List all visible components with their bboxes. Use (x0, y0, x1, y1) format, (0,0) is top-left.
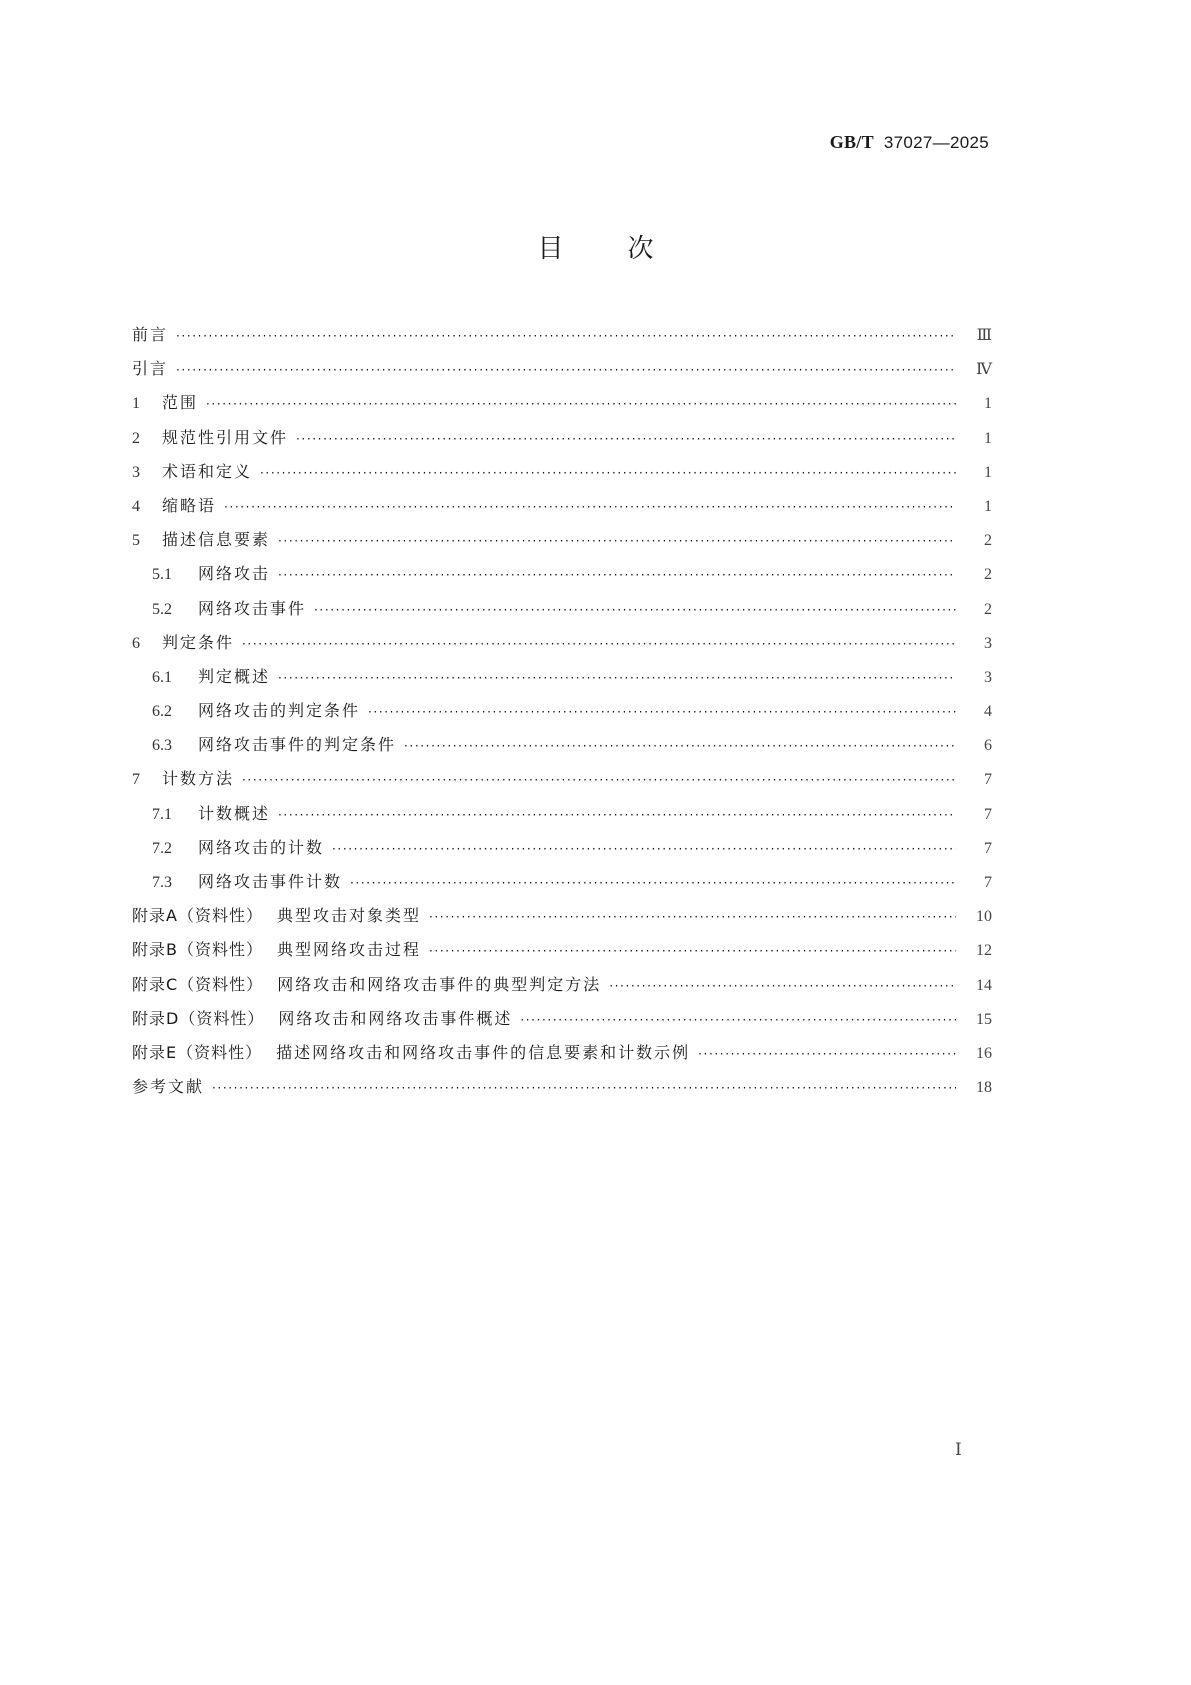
toc-page-number: 1 (984, 497, 992, 515)
toc-entry[interactable] (132, 523, 992, 557)
toc-entry-label: 范围 (162, 393, 199, 413)
dot-leader (260, 456, 956, 490)
toc-entry[interactable] (132, 831, 992, 865)
toc-section-number: 6 (132, 634, 140, 652)
toc-page-number: 1 (984, 463, 992, 481)
toc-entry[interactable] (132, 1002, 992, 1036)
toc-entry-label: 典型网络攻击过程 (276, 940, 421, 960)
toc-entry-label: 前言 (132, 325, 169, 344)
toc-entry-label: 网络攻击 (198, 564, 271, 584)
dot-leader (698, 1037, 956, 1071)
toc-entry[interactable] (132, 455, 992, 489)
toc-entry[interactable] (132, 762, 992, 796)
toc-page-number: Ⅳ (976, 361, 992, 379)
toc-entry[interactable] (132, 728, 992, 762)
toc-entry-label: 引言 (132, 359, 169, 379)
toc-entry-label: 网络攻击的判定条件 (198, 701, 361, 721)
toc-entry-label: 网络攻击事件 (198, 598, 307, 618)
toc-page-number: 7 (984, 874, 992, 891)
dot-leader (242, 763, 956, 797)
toc-entry-label: 描述网络攻击和网络攻击事件的信息要素和计数示例 (276, 1042, 691, 1062)
toc-entry[interactable] (132, 933, 992, 967)
toc-entry[interactable] (132, 352, 992, 386)
standard-number: 37027—2025 (883, 133, 989, 152)
toc-page-number: 3 (984, 668, 992, 686)
toc-page-number: 15 (976, 1010, 992, 1028)
toc-page-number: 12 (976, 942, 992, 960)
standard-header (830, 132, 989, 153)
toc-title: 目次 (537, 234, 718, 264)
toc-section-number: 1 (132, 395, 140, 413)
toc-section-number: 4 (132, 497, 140, 515)
toc-entry[interactable] (132, 318, 992, 352)
toc-page-number: Ⅲ (976, 327, 992, 344)
toc-section-number: 5 (132, 532, 140, 550)
toc-entry[interactable] (132, 797, 992, 831)
toc-section-number: 3 (132, 463, 140, 481)
dot-leader (224, 490, 956, 524)
dot-leader (206, 387, 956, 421)
toc-entry[interactable] (132, 1036, 992, 1070)
standard-prefix: GB/T (829, 132, 874, 152)
toc-page-number: 2 (984, 600, 992, 618)
toc-annex-prefix: 附录E（资料性） (132, 1042, 263, 1062)
dot-leader (520, 1003, 956, 1037)
dot-leader (242, 627, 956, 661)
toc-entry-label: 网络攻击和网络攻击事件概述 (278, 1008, 513, 1028)
toc-entry-label: 参考文献 (132, 1077, 205, 1097)
toc-section-number: 6.1 (152, 668, 172, 686)
toc-annex-prefix: 附录D（资料性） (132, 1008, 265, 1028)
toc-section-number: 6.2 (152, 703, 172, 721)
toc-page-number: 1 (984, 395, 992, 413)
toc-entry-label: 网络攻击事件的判定条件 (198, 735, 397, 755)
toc-entry[interactable] (132, 968, 992, 1002)
toc-page-number: 14 (976, 976, 992, 994)
toc-page-number: 7 (984, 805, 992, 823)
dot-leader (368, 695, 956, 729)
dot-leader (404, 729, 956, 763)
toc-entry[interactable] (132, 592, 992, 626)
dot-leader (429, 934, 956, 968)
dot-leader (212, 1071, 956, 1105)
dot-leader (296, 422, 956, 456)
page-number: Ⅰ (955, 1440, 962, 1459)
toc-section-number: 6.3 (152, 737, 172, 755)
toc-section-number: 5.1 (152, 566, 172, 584)
toc-annex-prefix: 附录A（资料性） (132, 906, 263, 926)
toc-entry[interactable] (132, 1070, 992, 1104)
toc-page-number: 4 (984, 703, 992, 721)
toc-entry[interactable] (132, 421, 992, 455)
toc-page-number: 16 (976, 1044, 992, 1062)
dot-leader (278, 524, 956, 558)
dot-leader (278, 661, 956, 695)
toc-entry-label: 描述信息要素 (162, 530, 271, 550)
toc-entry[interactable] (132, 865, 992, 899)
toc-entry[interactable] (132, 557, 992, 591)
toc-entry[interactable] (132, 660, 992, 694)
toc-entry-label: 计数方法 (162, 769, 235, 789)
toc-page-number: 6 (984, 737, 992, 755)
dot-leader (278, 558, 956, 592)
toc-annex-prefix: 附录C（资料性） (132, 974, 264, 994)
dot-leader (314, 593, 956, 627)
toc-entry[interactable] (132, 386, 992, 420)
toc-section-number: 7.2 (152, 839, 172, 857)
dot-leader (429, 900, 956, 934)
toc-entry[interactable] (132, 626, 992, 660)
toc-entry-label: 判定概述 (198, 666, 271, 686)
toc-section-number: 7.1 (152, 805, 172, 823)
toc-section-number: 7 (132, 771, 140, 789)
toc-section-number: 5.2 (152, 600, 172, 618)
toc-entry-label: 判定条件 (162, 632, 235, 652)
dot-leader (278, 798, 956, 832)
toc-page-number: 2 (984, 532, 992, 550)
toc-entry-label: 计数概述 (198, 803, 271, 823)
toc-section-number: 2 (132, 429, 140, 447)
toc-entry[interactable] (132, 489, 992, 523)
toc-entry-label: 网络攻击事件计数 (198, 872, 343, 891)
toc-entry-label: 网络攻击和网络攻击事件的典型判定方法 (277, 974, 602, 994)
dot-leader (176, 353, 956, 387)
toc-annex-prefix: 附录B（资料性） (132, 940, 263, 960)
dot-leader (609, 969, 956, 1003)
toc-entry[interactable] (132, 899, 992, 933)
toc-page-number: 7 (984, 839, 992, 857)
table-of-contents (132, 318, 992, 1104)
toc-entry[interactable] (132, 694, 992, 728)
dot-leader (176, 319, 956, 353)
toc-page-number: 1 (984, 429, 992, 447)
toc-entry-label: 典型攻击对象类型 (276, 906, 421, 926)
toc-page-number: 10 (976, 908, 992, 926)
toc-page-number: 3 (984, 634, 992, 652)
dot-leader (350, 866, 956, 900)
toc-entry-label: 缩略语 (162, 495, 217, 515)
toc-section-number: 7.3 (152, 874, 172, 891)
toc-page-number: 7 (984, 771, 992, 789)
dot-leader (332, 832, 956, 866)
toc-entry-label: 规范性引用文件 (162, 427, 289, 447)
toc-page-number: 18 (976, 1079, 992, 1097)
toc-entry-label: 术语和定义 (162, 461, 253, 481)
toc-page-number: 2 (984, 566, 992, 584)
toc-entry-label: 网络攻击的计数 (198, 837, 325, 857)
